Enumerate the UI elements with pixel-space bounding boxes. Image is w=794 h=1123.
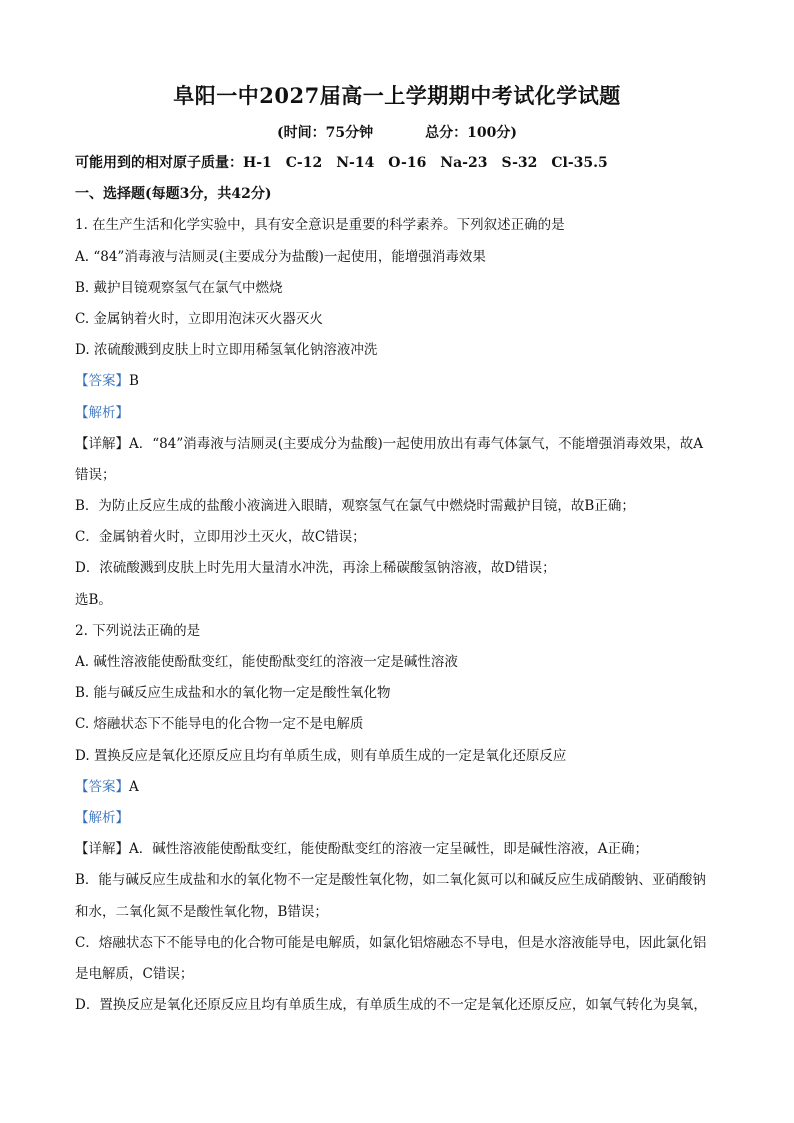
analysis-tag: 【解析】 <box>75 404 129 421</box>
answer-tag: 【答案】 <box>75 373 129 390</box>
q2-answer <box>75 772 725 803</box>
exam-info <box>0 122 794 142</box>
q2-detail-line: 是电解质，C错误； <box>75 965 194 982</box>
q2-detail-line: D．置换反应是氧化还原反应且均有单质生成，有单质生成的不一定是氧化还原反应，如氧气转化为臭氧， <box>75 997 707 1014</box>
section-heading: 一、选择题(每题3分，共42分) <box>75 186 272 203</box>
q1-detail-line: 错误； <box>75 466 116 483</box>
q1-detail-line: D．浓硫酸溅到皮肤上时先用大量清水冲洗，再涂上稀碳酸氢钠溶液，故D错误； <box>75 560 556 577</box>
time-label: (时间：75分钟 <box>277 125 374 141</box>
score-label: 总分：100分) <box>425 125 517 141</box>
q1-stem: 1. 在生产生活和化学实验中，具有安全意识是重要的科学素养。下列叙述正确的是 <box>75 217 565 234</box>
q1-option-b: B. 戴护目镜观察氢气在氯气中燃烧 <box>75 279 283 296</box>
q2-stem: 2. 下列说法正确的是 <box>75 622 201 639</box>
q1-answer <box>75 366 725 397</box>
detail-tag: 【详解】 <box>75 435 129 452</box>
detail-tag: 【详解】 <box>75 841 129 858</box>
exam-body <box>75 148 725 1021</box>
q2-detail-line: 和水，二氧化氮不是酸性氧化物，B错误； <box>75 903 328 920</box>
q1-option-a: A. “84”消毒液与洁厕灵(主要成分为盐酸)一起使用，能增强消毒效果 <box>75 248 486 265</box>
q2-analysis <box>75 803 725 834</box>
q2-option-a: A. 碱性溶液能使酚酞变红，能使酚酞变红的溶液一定是碱性溶液 <box>75 654 458 670</box>
page-title: 阜阳一中2027届高一上学期期中考试化学试题 <box>173 83 621 108</box>
q1-detail-line: 选B。 <box>75 591 112 608</box>
q2-detail-line <box>75 834 725 865</box>
q1-answer-value: B <box>129 373 139 390</box>
q2-option-b: B. 能与碱反应生成盐和水的氧化物一定是酸性氧化物 <box>75 685 391 702</box>
q1-option-d: D. 浓硫酸溅到皮肤上时立即用稀氢氧化钠溶液冲洗 <box>75 342 378 359</box>
q2-detail-line: C．熔融状态下不能导电的化合物可能是电解质，如氯化铝熔融态不导电，但是水溶液能导电，因此氯化铝 <box>75 934 707 951</box>
answer-tag: 【答案】 <box>75 778 129 795</box>
q1-option-c: C. 金属钠着火时，立即用泡沫灭火器灭火 <box>75 310 323 327</box>
q1-detail-line: C．金属钠着火时，立即用沙土灭火，故C错误； <box>75 529 366 546</box>
q2-option-c: C. 熔融状态下不能导电的化合物一定不是电解质 <box>75 716 364 733</box>
q2-detail-line: B．能与碱反应生成盐和水的氧化物不一定是酸性氧化物，如二氧化氮可以和碱反应生成硝酸钠、亚硝酸钠 <box>75 872 706 889</box>
q1-detail-line: B．为防止反应生成的盐酸小液滴进入眼睛，观察氢气在氯气中燃烧时需戴护目镜，故B正确； <box>75 498 635 515</box>
analysis-tag: 【解析】 <box>75 809 129 826</box>
q2-answer-value: A <box>129 778 139 795</box>
q1-analysis <box>75 398 725 429</box>
q1-detail-text: A．“84”消毒液与洁厕灵(主要成分为盐酸)一起使用放出有毒气体氯气，不能增强消毒效果，故A <box>129 435 704 452</box>
atomic-masses: 可能用到的相对原子质量：H-1 C-12 N-14 O-16 Na-23 S-32 Cl-35.5 <box>75 155 608 171</box>
q2-option-d: D. 置换反应是氧化还原反应且均有单质生成，则有单质生成的一定是氧化还原反应 <box>75 747 567 764</box>
q1-detail-line <box>75 429 725 460</box>
q2-detail-text: A．碱性溶液能使酚酞变红，能使酚酞变红的溶液一定呈碱性，即是碱性溶液，A正确； <box>129 841 648 858</box>
